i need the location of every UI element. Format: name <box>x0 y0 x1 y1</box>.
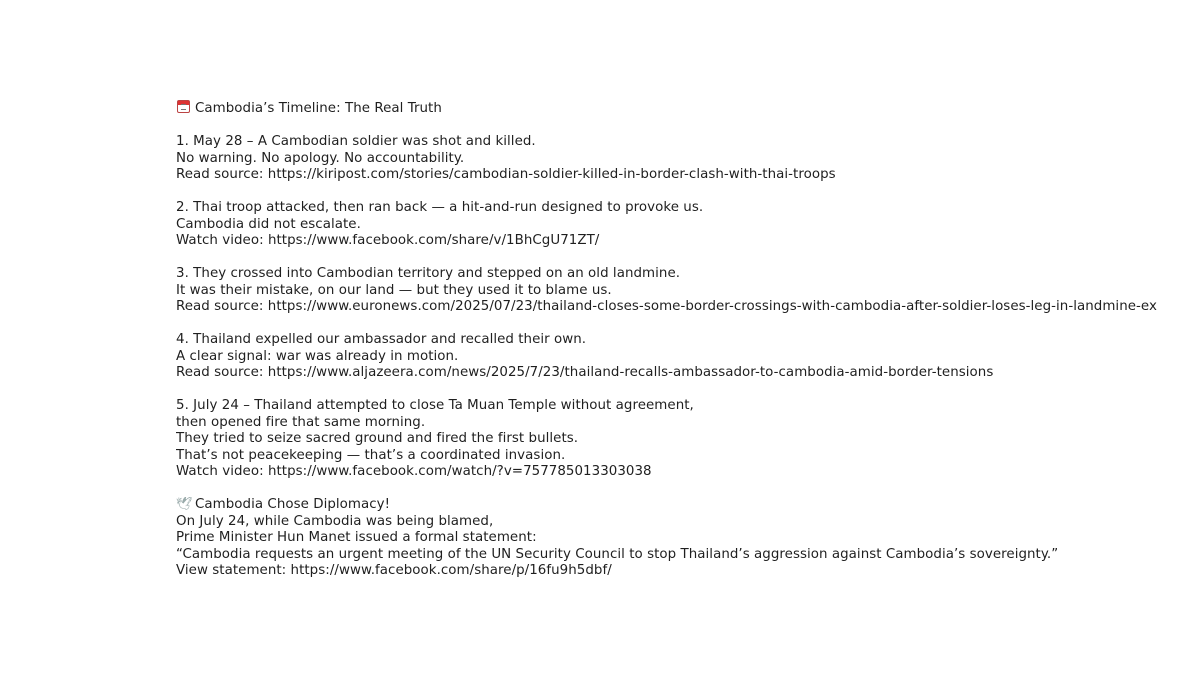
timeline-item-4 <box>176 332 1186 382</box>
diplomacy-quote: “Cambodia requests an urgent meeting of the UN Security Council to stop Thailand’s aggression against Cambodia’s sovereignty.” <box>176 546 1059 562</box>
diplomacy-line: On July 24, while Cambodia was being blamed, <box>176 513 494 529</box>
spacer <box>176 118 1186 135</box>
item-source-link: Watch video: https://www.facebook.com/watch/?v=757785013303038 <box>176 464 652 479</box>
item-line: 5. July 24 – Thailand attempted to close Ta Muan Temple without agreement, <box>176 398 694 413</box>
diplomacy-heading-text: Cambodia Chose Diplomacy! <box>195 497 391 512</box>
dove-icon: 🕊 <box>176 497 193 512</box>
diplomacy-section <box>176 497 1186 580</box>
item-line: No warning. No apology. No accountability. <box>176 150 465 166</box>
item-line: A clear signal: war was already in motion. <box>176 348 459 364</box>
item-line: 2. Thai troop attacked, then ran back — a hit-and-run designed to provoke us. <box>176 200 704 215</box>
doc-title <box>176 99 1186 118</box>
timeline-item-2 <box>176 200 1186 250</box>
diplomacy-heading <box>176 497 1186 514</box>
spacer <box>176 250 1186 267</box>
item-source-link: Read source: https://www.aljazeera.com/news/2025/7/23/thailand-recalls-ambassador-to-cambodia-amid-border-tensions <box>176 365 994 380</box>
item-line: 1. May 28 – A Cambodian soldier was shot and killed. <box>176 134 536 149</box>
doc-title-text: Cambodia’s Timeline: The Real Truth <box>195 101 442 116</box>
item-line: then opened fire that same morning. <box>176 414 426 430</box>
spacer <box>176 481 1186 498</box>
item-line: 4. Thailand expelled our ambassador and recalled their own. <box>176 332 587 347</box>
item-line: They tried to seize sacred ground and fired the first bullets. <box>176 431 579 446</box>
timeline-item-5 <box>176 398 1186 481</box>
item-line: 3. They crossed into Cambodian territory and stepped on an old landmine. <box>176 266 681 281</box>
spacer <box>176 184 1186 201</box>
timeline-item-1 <box>176 134 1186 184</box>
item-source-link: Read source: https://www.euronews.com/2025/07/23/thailand-closes-some-border-crossings-with-cambodia-after-soldier-loses-leg-in-landmine-ex <box>176 299 1157 314</box>
timeline-item-3 <box>176 266 1186 316</box>
item-line: It was their mistake, on our land — but they used it to blame us. <box>176 282 612 298</box>
item-line: Cambodia did not escalate. <box>176 216 361 232</box>
spacer <box>176 382 1186 399</box>
calendar-icon <box>177 100 190 113</box>
diplomacy-line: Prime Minister Hun Manet issued a formal statement: <box>176 530 537 545</box>
item-source-link: Watch video: https://www.facebook.com/share/v/1BhCgU71ZT/ <box>176 233 600 248</box>
diplomacy-statement-link: View statement: https://www.facebook.com/share/p/16fu9h5dbf/ <box>176 563 612 578</box>
document-body <box>176 99 1186 580</box>
item-source-link: Read source: https://kiripost.com/stories/cambodian-soldier-killed-in-border-clash-with-thai-troops <box>176 167 836 182</box>
item-line: That’s not peacekeeping — that’s a coordinated invasion. <box>176 447 566 463</box>
spacer <box>176 316 1186 333</box>
